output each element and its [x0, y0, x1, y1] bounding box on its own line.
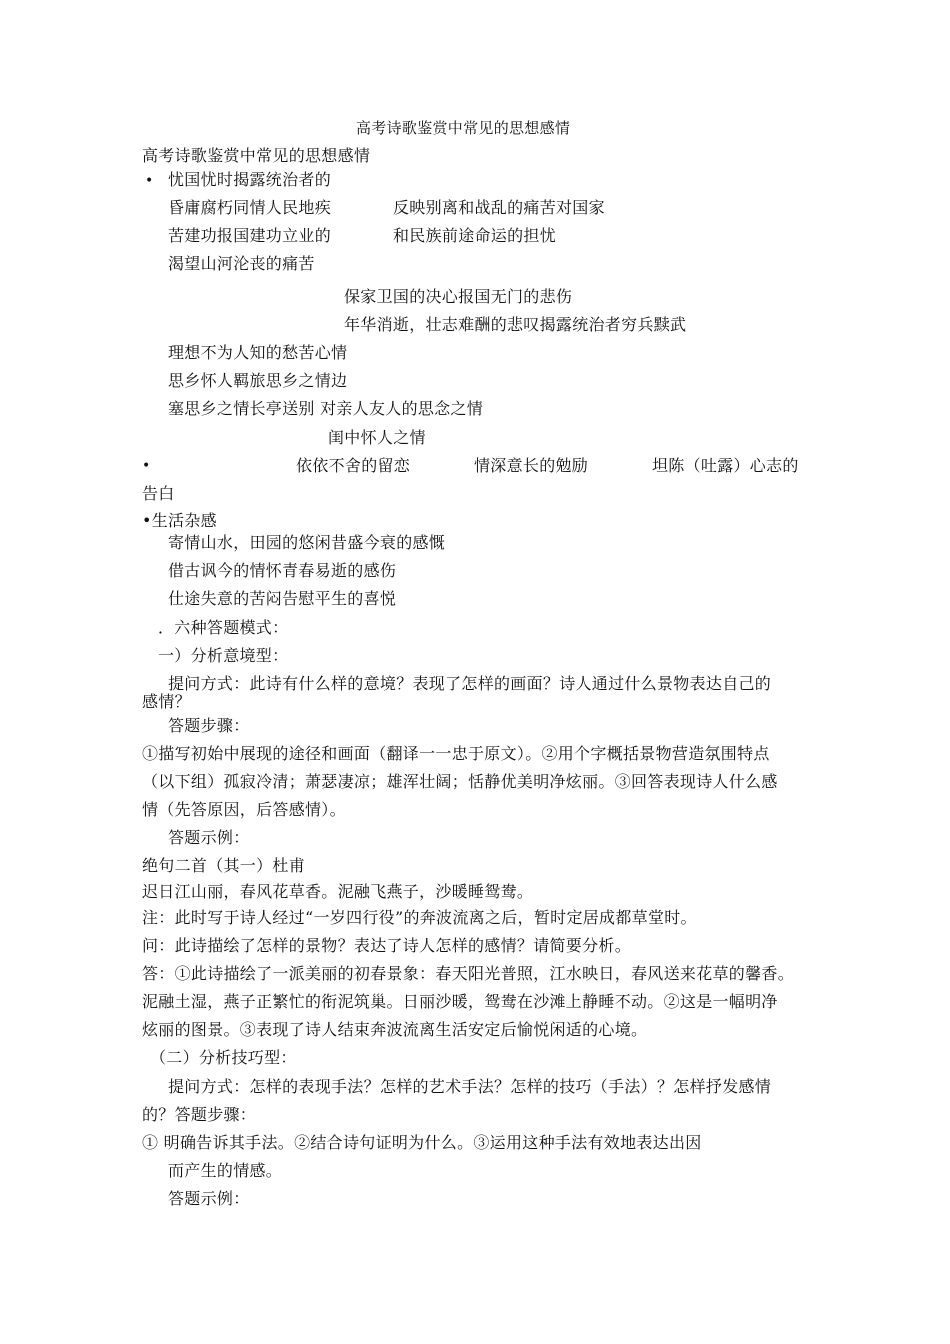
text-line: 塞思乡之情长亭送别 对亲人友人的思念之情 — [168, 399, 484, 418]
text-line: 答：①此诗描绘了一派美丽的初春景象：春天阳光普照，江水映日，春风送来花草的馨香。 — [142, 964, 795, 983]
text-line: 年华消逝，壮志难酬的悲叹揭露统治者穷兵黩武 — [344, 315, 687, 334]
text-line: ① 明确告诉其手法。②结合诗句证明为什么。③运用这种手法有效地表达出因 — [142, 1133, 702, 1152]
text-line: 炫丽的图景。③表现了诗人结束奔波流离生活安定后愉悦闲适的心境。 — [142, 1020, 648, 1039]
text-line: 反映别离和战乱的痛苦对国家 — [393, 198, 605, 217]
text-line: 情（先答原因，后答感情）。 — [142, 800, 346, 819]
text-line: 理想不为人知的愁苦心情 — [168, 343, 348, 362]
text-line: 情深意长的勉励 — [474, 456, 589, 475]
text-line: 坦陈（吐露）心志的 — [652, 456, 799, 475]
text-line: 借古讽今的情怀青春易逝的感伤 — [168, 561, 397, 580]
bullet-marker: • — [145, 173, 154, 189]
text-line: 注：此时写于诗人经过“一岁四行役”的奔波流离之后，暂时定居成都草堂时。 — [142, 908, 697, 927]
text-line: ①描写初始中展现的途径和画面（翻译一一忠于原文）。②用个字概括景物营造氛围特点 — [142, 744, 770, 763]
bullet-marker: • — [142, 458, 151, 474]
text-line: （以下组）孤寂冷清；萧瑟凄凉；雄浑壮阔；恬静优美明净炫丽。③回答表现诗人什么感 — [142, 772, 778, 791]
text-line: 思乡怀人羁旅思乡之情边 — [168, 371, 348, 390]
text-line: 问：此诗描绘了怎样的景物？表达了诗人怎样的感情？请简要分析。 — [142, 936, 632, 955]
text-line: 感情？ — [142, 692, 191, 711]
text-line: 渴望山河沦丧的痛苦 — [168, 254, 315, 273]
text-line: 忧国忧时揭露统治者的 — [168, 170, 332, 189]
section-heading: ．六种答题模式： — [158, 618, 289, 637]
text-line: 泥融土湿，燕子正繁忙的衔泥筑巢。日丽沙暖，鸳鸯在沙滩上静睡不动。②这是一幅明净 — [142, 992, 778, 1011]
section-heading: 一）分析意境型： — [158, 646, 289, 665]
text-line: 仕途失意的苦闷告慰平生的喜悦 — [168, 589, 397, 608]
text-line: 保家卫国的决心报国无门的悲伤 — [344, 287, 573, 306]
poem-title: 绝句二首（其一）杜甫 — [142, 856, 306, 875]
document-subtitle: 高考诗歌鉴赏中常见的思想感情 — [142, 146, 371, 165]
poem-text: 迟日江山丽，春风花草香。泥融飞燕子，沙暖睡鸳鸯。 — [142, 882, 534, 901]
text-line: 和民族前途命运的担忧 — [393, 226, 557, 245]
text-line: 闺中怀人之情 — [328, 428, 426, 447]
text-line: 答题步骤： — [168, 716, 250, 735]
text-line: 答题示例： — [168, 828, 250, 847]
text-line: 的？答题步骤： — [142, 1105, 257, 1124]
text-line: 提问方式：此诗有什么样的意境？表现了怎样的画面？诗人通过什么景物表达自己的 — [168, 674, 772, 693]
text-line: 答题示例： — [168, 1189, 250, 1208]
text-line: 而产生的情感。 — [168, 1161, 283, 1180]
text-line: 告白 — [142, 484, 175, 503]
text-line: 苦建功报国建功立业的 — [168, 226, 332, 245]
text-line: 寄情山水，田园的悠闲昔盛今衰的感慨 — [168, 533, 446, 552]
section-heading: •生活杂感 — [142, 511, 217, 530]
text-line: 依依不舍的留恋 — [296, 456, 411, 475]
section-heading: （二）分析技巧型： — [150, 1048, 297, 1067]
document-title: 高考诗歌鉴赏中常见的思想感情 — [356, 119, 571, 137]
text-line: 昏庸腐朽同情人民地疾 — [168, 198, 332, 217]
text-line: 提问方式：怎样的表现手法？怎样的艺术手法？怎样的技巧（手法）？怎样抒发感情 — [168, 1077, 772, 1096]
